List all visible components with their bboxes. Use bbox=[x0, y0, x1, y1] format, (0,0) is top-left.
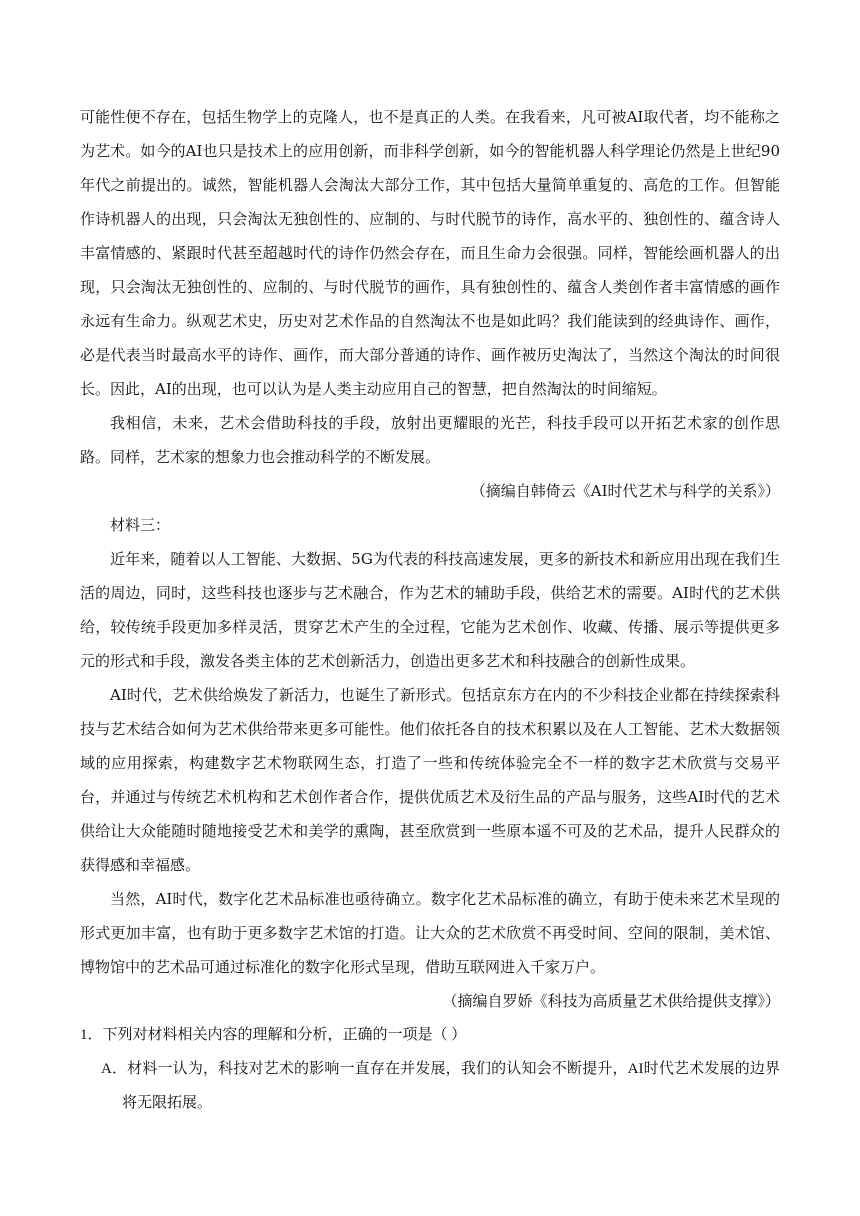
document-page bbox=[80, 100, 780, 1120]
material2-paragraph-1: 可能性便不存在，包括生物学上的克隆人，也不是真正的人类。在我看来，凡可被AI取代者，均不能称之为艺术。如今的AI也只是技术上的应用创新，而非科学创新，如今的智能机器人科学理论仍然是上世纪90年代之前提出的。诚然，智能机器人会淘汰大部分工作，其中包括大量简单重复的、高危的工作。但智能作诗机器人的出现，只会淘汰无独创性的、应制的、与时代脱节的诗作，高水平的、独创性的、蕴含诗人丰富情感的、紧跟时代甚至超越时代的诗作仍然会存在，而且生命力会很强。同样，智能绘画机器人的出现，只会淘汰无独创性的、应制的、与时代脱节的画作，具有独创性的、蕴含人类创作者丰富情感的画作永远有生命力。纵观艺术史，历史对艺术作品的自然淘汰不也是如此吗？我们能读到的经典诗作、画作，必是代表当时最高水平的诗作、画作，而大部分普通的诗作、画作被历史淘汰了，当然这个淘汰的时间很长。因此，AI的出现，也可以认为是人类主动应用自己的智慧，把自然淘汰的时间缩短。 bbox=[80, 108, 780, 398]
material3-heading: 材料三： bbox=[110, 516, 171, 534]
material3-paragraph-2: AI时代，艺术供给焕发了新活力，也诞生了新形式。包括京东方在内的不少科技企业都在持续探索科技与艺术结合如何为艺术供给带来更多可能性。他们依托各自的技术积累以及在人工智能、艺术大数据领域的应用探索，构建数字艺术物联网生态，打造了一些和传统体验完全不一样的数字艺术欣赏与交易平台，并通过与传统艺术机构和艺术创作者合作，提供优质艺术及衍生品的产品与服务，这些AI时代的艺术供给让大众能随时随地接受艺术和美学的熏陶，甚至欣赏到一些原本遥不可及的艺术品，提升人民群众的获得感和幸福感。 bbox=[80, 686, 780, 874]
question-1-option-a: A．材料一认为，科技对艺术的影响一直存在并发展，我们的认知会不断提升，AI时代艺术发展的边界将无限拓展。 bbox=[101, 1061, 780, 1111]
material3-paragraph-1: 近年来，随着以人工智能、大数据、5G为代表的科技高速发展，更多的新技术和新应用出现在我们生活的周边，同时，这些科技也逐步与艺术融合，作为艺术的辅助手段，供给艺术的需要。AI时代的艺术供给，较传统手段更加多样灵活，贯穿艺术产生的全过程，它能为艺术创作、收藏、传播、展示等提供更多元的形式和手段，激发各类主体的艺术创新活力，创造出更多艺术和科技融合的创新性成果。 bbox=[80, 550, 780, 670]
material3-paragraph-3: 当然，AI时代，数字化艺术品标准也亟待确立。数字化艺术品标准的确立，有助于使未来艺术呈现的形式更加丰富，也有助于更多数字艺术馆的打造。让大众的艺术欣赏不再受时间、空间的限制，美术馆、博物馆中的艺术品可通过标准化的数字化形式呈现，借助互联网进入千家万户。 bbox=[80, 890, 780, 976]
material3-source: （摘编自罗娇《科技为高质量艺术供给提供支撑》） bbox=[442, 992, 780, 1010]
material2-paragraph-2: 我相信，未来，艺术会借助科技的手段，放射出更耀眼的光芒，科技手段可以开拓艺术家的创作思路。同样，艺术家的想象力也会推动科学的不断发展。 bbox=[80, 414, 780, 466]
material2-source: （摘编自韩倚云《AI时代艺术与科学的关系》） bbox=[470, 482, 780, 500]
question-1-stem: 1．下列对材料相关内容的理解和分析，正确的一项是（ ） bbox=[80, 1027, 467, 1043]
